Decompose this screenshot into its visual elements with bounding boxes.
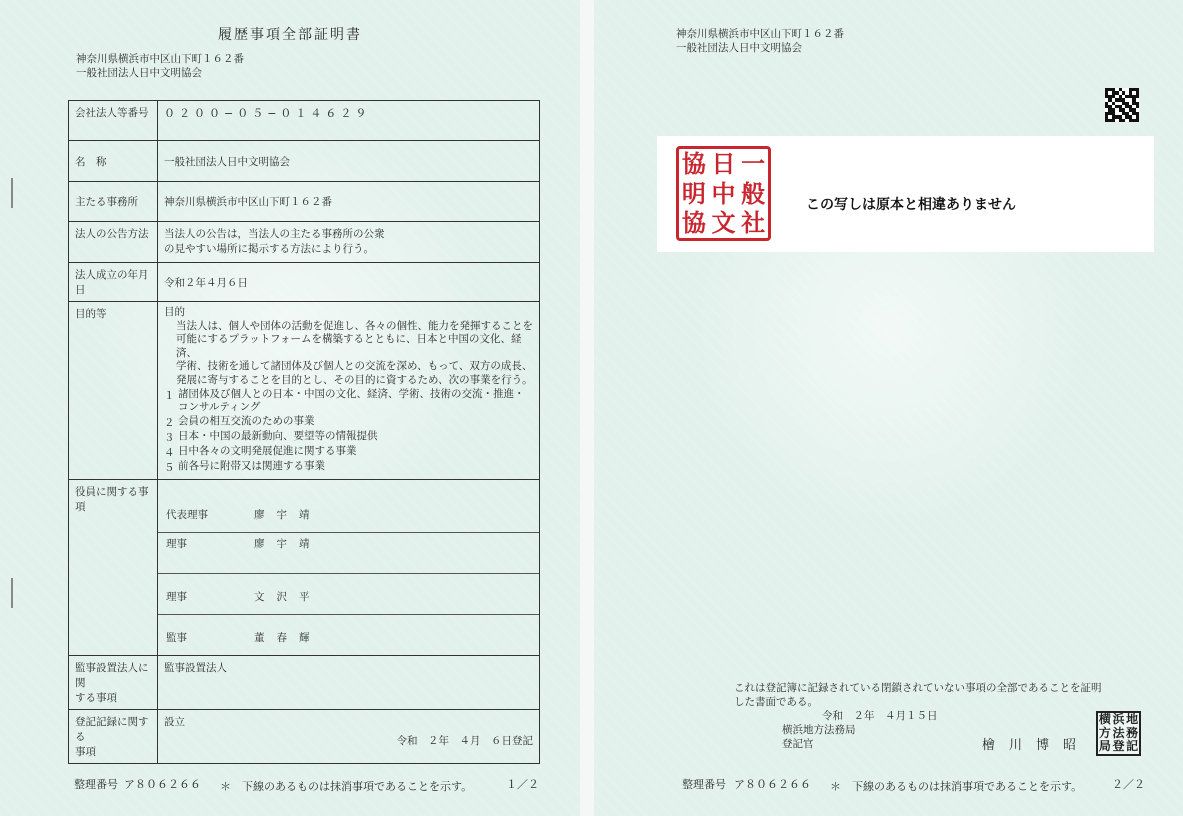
footer-serial-label: 整理番号 — [74, 778, 118, 791]
officers-value — [158, 479, 540, 655]
notice-value: 当法人の公告は，当法人の主たる事務所の公衆 の見やすい場所に掲示する方法により行う。 — [158, 222, 540, 263]
row-notice — [69, 222, 540, 263]
purpose-item: ２ 会員の相互交流のための事業 — [164, 414, 315, 429]
registration-value: 設立 令和 ２年 ４月 ６日登記 — [158, 709, 540, 763]
row-office — [69, 182, 540, 222]
row-auditor-setting — [69, 655, 540, 709]
purpose-item: ３ 日本・中国の最新動向、要望等の情報提供 — [164, 429, 378, 444]
binding-mark — [11, 578, 13, 608]
row-label: 監事設置法人に関 する事項 — [69, 655, 158, 709]
purpose-item: ５ 前各号に附帯又は関連する事業 — [164, 459, 325, 474]
official-title: 登記官 — [782, 738, 814, 750]
officer-entry: 監事 董春輝 — [166, 631, 322, 644]
certified-copy-text: この写しは原本と相違ありません — [806, 197, 1016, 213]
row-label: 法人成立の年月日 — [69, 263, 158, 302]
row-registration — [69, 709, 540, 763]
purpose-item: １ 諸団体及び個人との日本・中国の文化、経済、学術、技術の交流・推進・ コンサルティング — [164, 387, 525, 414]
footer-serial-number-page-2: ア８０６２６６ — [734, 778, 811, 791]
page-gutter — [580, 0, 594, 816]
corp-number-value: ０２００−０５−０１４６２９ — [158, 101, 540, 141]
row-label: 名 称 — [69, 141, 158, 182]
binding-mark — [11, 178, 13, 208]
row-founded — [69, 263, 540, 302]
issuing-office: 横浜地方法務局 — [782, 724, 856, 736]
row-label: 主たる事務所 — [69, 182, 158, 222]
office-value: 神奈川県横浜市中区山下町１６２番 — [158, 182, 540, 222]
officer-entry: 理事 廖宇靖 — [158, 533, 539, 574]
closing-date: 令和 ２年 ４月１５日 — [822, 710, 938, 722]
footer-note-page-2: ＊ 下線のあるものは抹消事項であることを示す。 — [830, 780, 1083, 793]
auditor-setting-value: 監事設置法人 — [158, 655, 540, 709]
header-address: 神奈川県横浜市中区山下町１６２番 一般社団法人日中文明協会 — [76, 53, 244, 79]
footer-serial-number: ア８０６２６６ — [124, 778, 201, 791]
row-corp-number — [69, 101, 540, 141]
officer-entry: 代表理事 廖宇靖 — [158, 480, 539, 533]
row-label: 役員に関する事項 — [69, 479, 158, 655]
purpose-value: 目的 当法人は、個人や団体の活動を促進し、各々の個性、能力を発揮することを 可能にするプラットフォームを構築するとともに、日本と中国の文化、経済、 学術、技術を通して諸団体及び個人との交流を深め、もって、双方の成長、 発展に寄与することを目的とし、その目的に資するため、次の事業を行う。 １ 諸団体及び個人との日本・中国の文化、経済、学術、技術の交流・推進・ コンサルティング ２ 会員の相互交流のための事業 ３ 日本・中国の最新動向、要望等の情報提供 ４ 日中各々の文明発展促進に関する事業 ５ 前各号に附帯又は関連する事業 — [158, 302, 540, 480]
row-label: 目的等 — [69, 302, 158, 480]
registry-table — [68, 100, 540, 764]
row-officers — [69, 479, 540, 655]
document-title: 履歴事項全部証明書 — [218, 27, 362, 43]
header-address-page-2: 神奈川県横浜市中区山下町１６２番 一般社団法人日中文明協会 — [676, 28, 844, 54]
official-name: 檜川博昭 — [982, 738, 1091, 753]
footer-note: ＊ 下線のあるものは抹消事項であることを示す。 — [220, 780, 473, 793]
footer-serial-label-page-2: 整理番号 — [682, 778, 726, 791]
purpose-item: ４ 日中各々の文明発展促進に関する事業 — [164, 444, 357, 459]
row-name — [69, 141, 540, 182]
closing-statement: これは登記簿に記録されている閉鎖されていない事項の全部であることを証明 した書面である。 — [734, 682, 1102, 708]
officer-entry: 理事 文沢平 — [158, 574, 539, 615]
qr-code-icon — [1105, 88, 1139, 122]
registration-date: 令和 ２年 ４月 ６日登記 — [396, 734, 533, 747]
founded-value: 令和２年４月６日 — [158, 263, 540, 302]
page-number-page-2: ２／２ — [1112, 778, 1145, 791]
page-number: １／２ — [506, 778, 539, 791]
row-label: 法人の公告方法 — [69, 222, 158, 263]
row-label: 登記記録に関する 事項 — [69, 709, 158, 763]
official-seal: 横 浜 地 方 法 務 局 登 記 — [1096, 711, 1141, 756]
row-label: 会社法人等番号 — [69, 101, 158, 141]
certificate-page-1 — [0, 0, 580, 816]
association-seal: 協 日 一 明 中 般 協 文 社 — [676, 146, 771, 241]
row-purpose — [69, 302, 540, 480]
name-value: 一般社団法人日中文明協会 — [158, 141, 540, 182]
